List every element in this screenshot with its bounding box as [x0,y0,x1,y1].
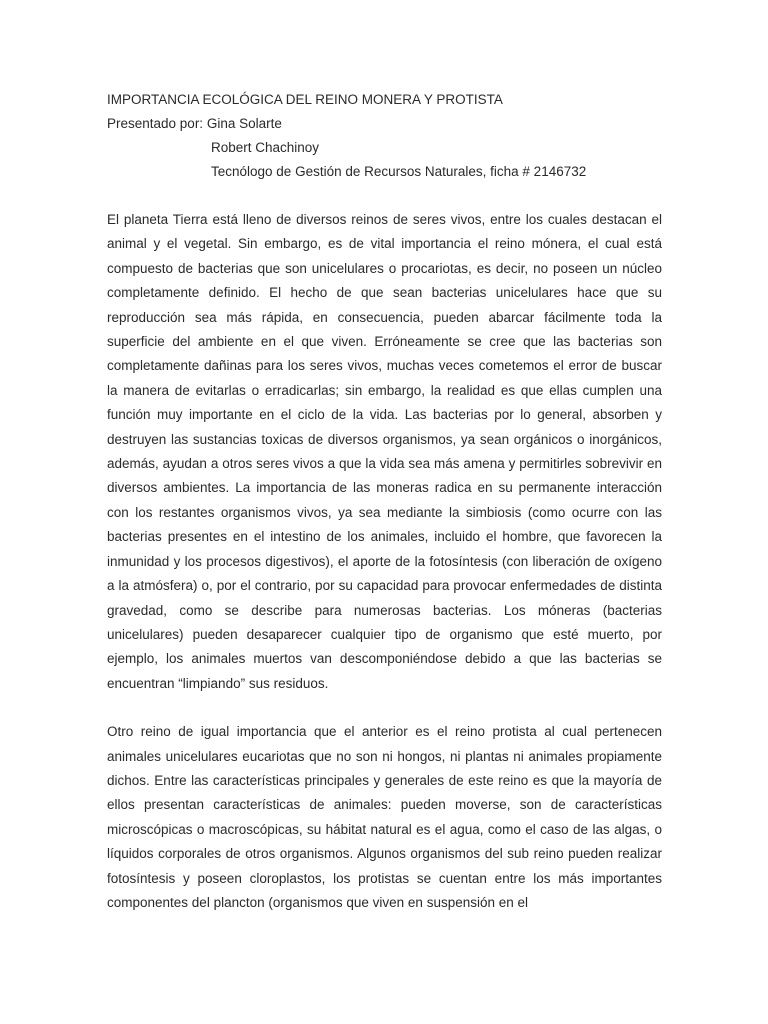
presenter-line: Presentado por: Gina Solarte [107,116,282,131]
header-spacer [107,184,662,208]
document-page [107,88,662,915]
program-line: Tecnólogo de Gestión de Recursos Naturales, ficha # 2146732 [211,164,587,179]
paragraph-protista: Otro reino de igual importancia que el anterior es el reino protista al cual pertenecen animales unicelulares eucariotas que no son ni hongos, ni plantas ni animales propiamente dichos. Entre las características principales y generales de este reino es que la mayoría de ellos presentan características de animales: pueden moverse, son de características microscópicas o macroscópicas, su hábitat natural es el agua, como el caso de las algas, o líquidos corporales de otros organismos. Algunos organismos del sub reino pueden realizar fotosíntesis y poseen cloroplastos, los protistas se cuentan entre los más importantes componentes del plancton (organismos que viven en suspensión en el [107,724,662,910]
presenter-name: Robert Chachinoy [211,140,320,155]
paragraph-monera: El planeta Tierra está lleno de diversos reinos de seres vivos, entre los cuales destacan el animal y el vegetal. Sin embargo, es de vital importancia el reino mónera, el cual está compuesto de bacterias que son unicelulares o procariotas, es decir, no poseen un núcleo completamente definido. El hecho de que sean bacterias unicelulares hace que su reproducción sea más rápida, en consecuencia, pueden abarcar fácilmente toda la superficie del ambiente en el que viven. Erróneamente se cree que las bacterias son completamente dañinas para los seres vivos, muchas veces cometemos el error de buscar la manera de evitarlas o erradicarlas; sin embargo, la realidad es que ellas cumplen una función muy importante en el ciclo de la vida. Las bacterias por lo general, absorben y destruyen las sustancias toxicas de diversos organismos, ya sean orgánicos o inorgánicos, además, ayudan a otros seres vivos a que la vida sea más amena y permitirles sobrevivir en diversos ambientes. La importancia de las moneras radica en su permanente interacción con los restantes organismos vivos, ya sea mediante la simbiosis (como ocurre con las bacterias presentes en el intestino de los animales, incluido el hombre, que favorecen la inmunidad y los procesos digestivos), el aporte de la fotosíntesis (con liberación de oxígeno a la atmósfera) o, por el contrario, por su capacidad para provocar enfermedades de distinta gravedad, como se describe para numerosas bacterias. Los móneras (bacterias unicelulares) pueden desaparecer cualquier tipo de organismo que esté muerto, por ejemplo, los animales muertos van descomponiéndose debido a que las bacterias se encuentran “limpiando” sus residuos. [107,212,662,691]
document-title: IMPORTANCIA ECOLÓGICA DEL REINO MONERA Y PROTISTA [107,92,503,107]
